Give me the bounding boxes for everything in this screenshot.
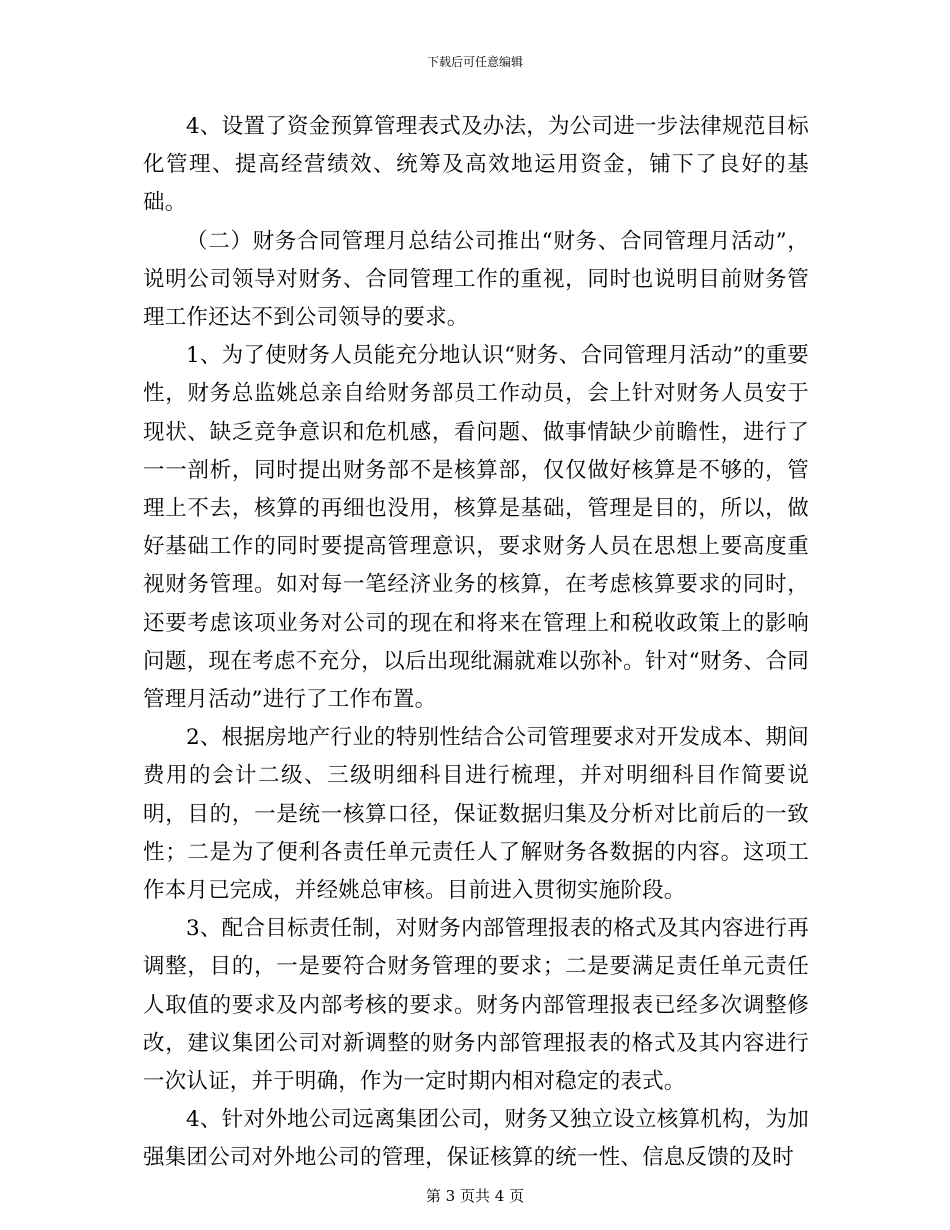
page-number-footer: 第 3 页共 4 页 <box>425 1187 525 1205</box>
paragraph-item-2: 2、根据房地产行业的特别性结合公司管理要求对开发成本、期间费用的会计二级、三级明细科目进行梳理，并对明细科目作简要说明，目的，一是统一核算口径，保证数据归集及分析对比前后的一致性；二是为了便利各责任单元责任人了解财务各数据的内容。这项工作本月已完成，并经姚总审核。目前进入贯彻实施阶段。 <box>143 725 809 904</box>
paragraph-item-4-budget: 4、设置了资金预算管理表式及办法，为公司进一步法律规范目标化管理、提高经营绩效、统筹及高效地运用资金，铺下了良好的基础。 <box>143 114 809 216</box>
page-header: 下载后可任意编辑 <box>426 55 523 69</box>
paragraph-item-3: 3、配合目标责任制，对财务内部管理报表的格式及其内容进行再调整，目的，一是要符合财务管理的要求；二是要满足责任单元责任人取值的要求及内部考核的要求。财务内部管理报表已经多次调整修改，建议集团公司对新调整的财务内部管理报表的格式及其内容进行一次认证，并于明确，作为一定时期内相对稳定的表式。 <box>143 916 809 1095</box>
paragraph-item-1: 1、为了使财务人员能充分地认识“财务、合同管理月活动”的重要性，财务总监姚总亲自给财务部员工作动员，会上针对财务人员安于现状、缺乏竞争意识和危机感，看问题、做事情缺少前瞻性，进行了一一剖析，同时提出财务部不是核算部，仅仅做好核算是不够的，管理上不去，核算的再细也没用，核算是基础，管理是目的，所以，做好基础工作的同时要提高管理意识，要求财务人员在思想上要高度重视财务管理。如对每一笔经济业务的核算，在考虑核算要求的同时，还要考虑该项业务对公司的现在和将来在管理上和税收政策上的影响问题，现在考虑不充分，以后出现纰漏就难以弥补。针对“财务、合同管理月活动”进行了工作布置。 <box>143 343 809 713</box>
paragraph-section-2-heading: （二）财务合同管理月总结公司推出“财务、合同管理月活动”，说明公司领导对财务、合同管理工作的重视，同时也说明目前财务管理工作还达不到公司领导的要求。 <box>143 228 809 331</box>
paragraph-item-4-remote: 4、针对外地公司远离集团公司，财务又独立设立核算机构，为加强集团公司对外地公司的管理，保证核算的统一性、信息反馈的及时 <box>143 1107 809 1171</box>
document-body <box>143 108 809 1178</box>
